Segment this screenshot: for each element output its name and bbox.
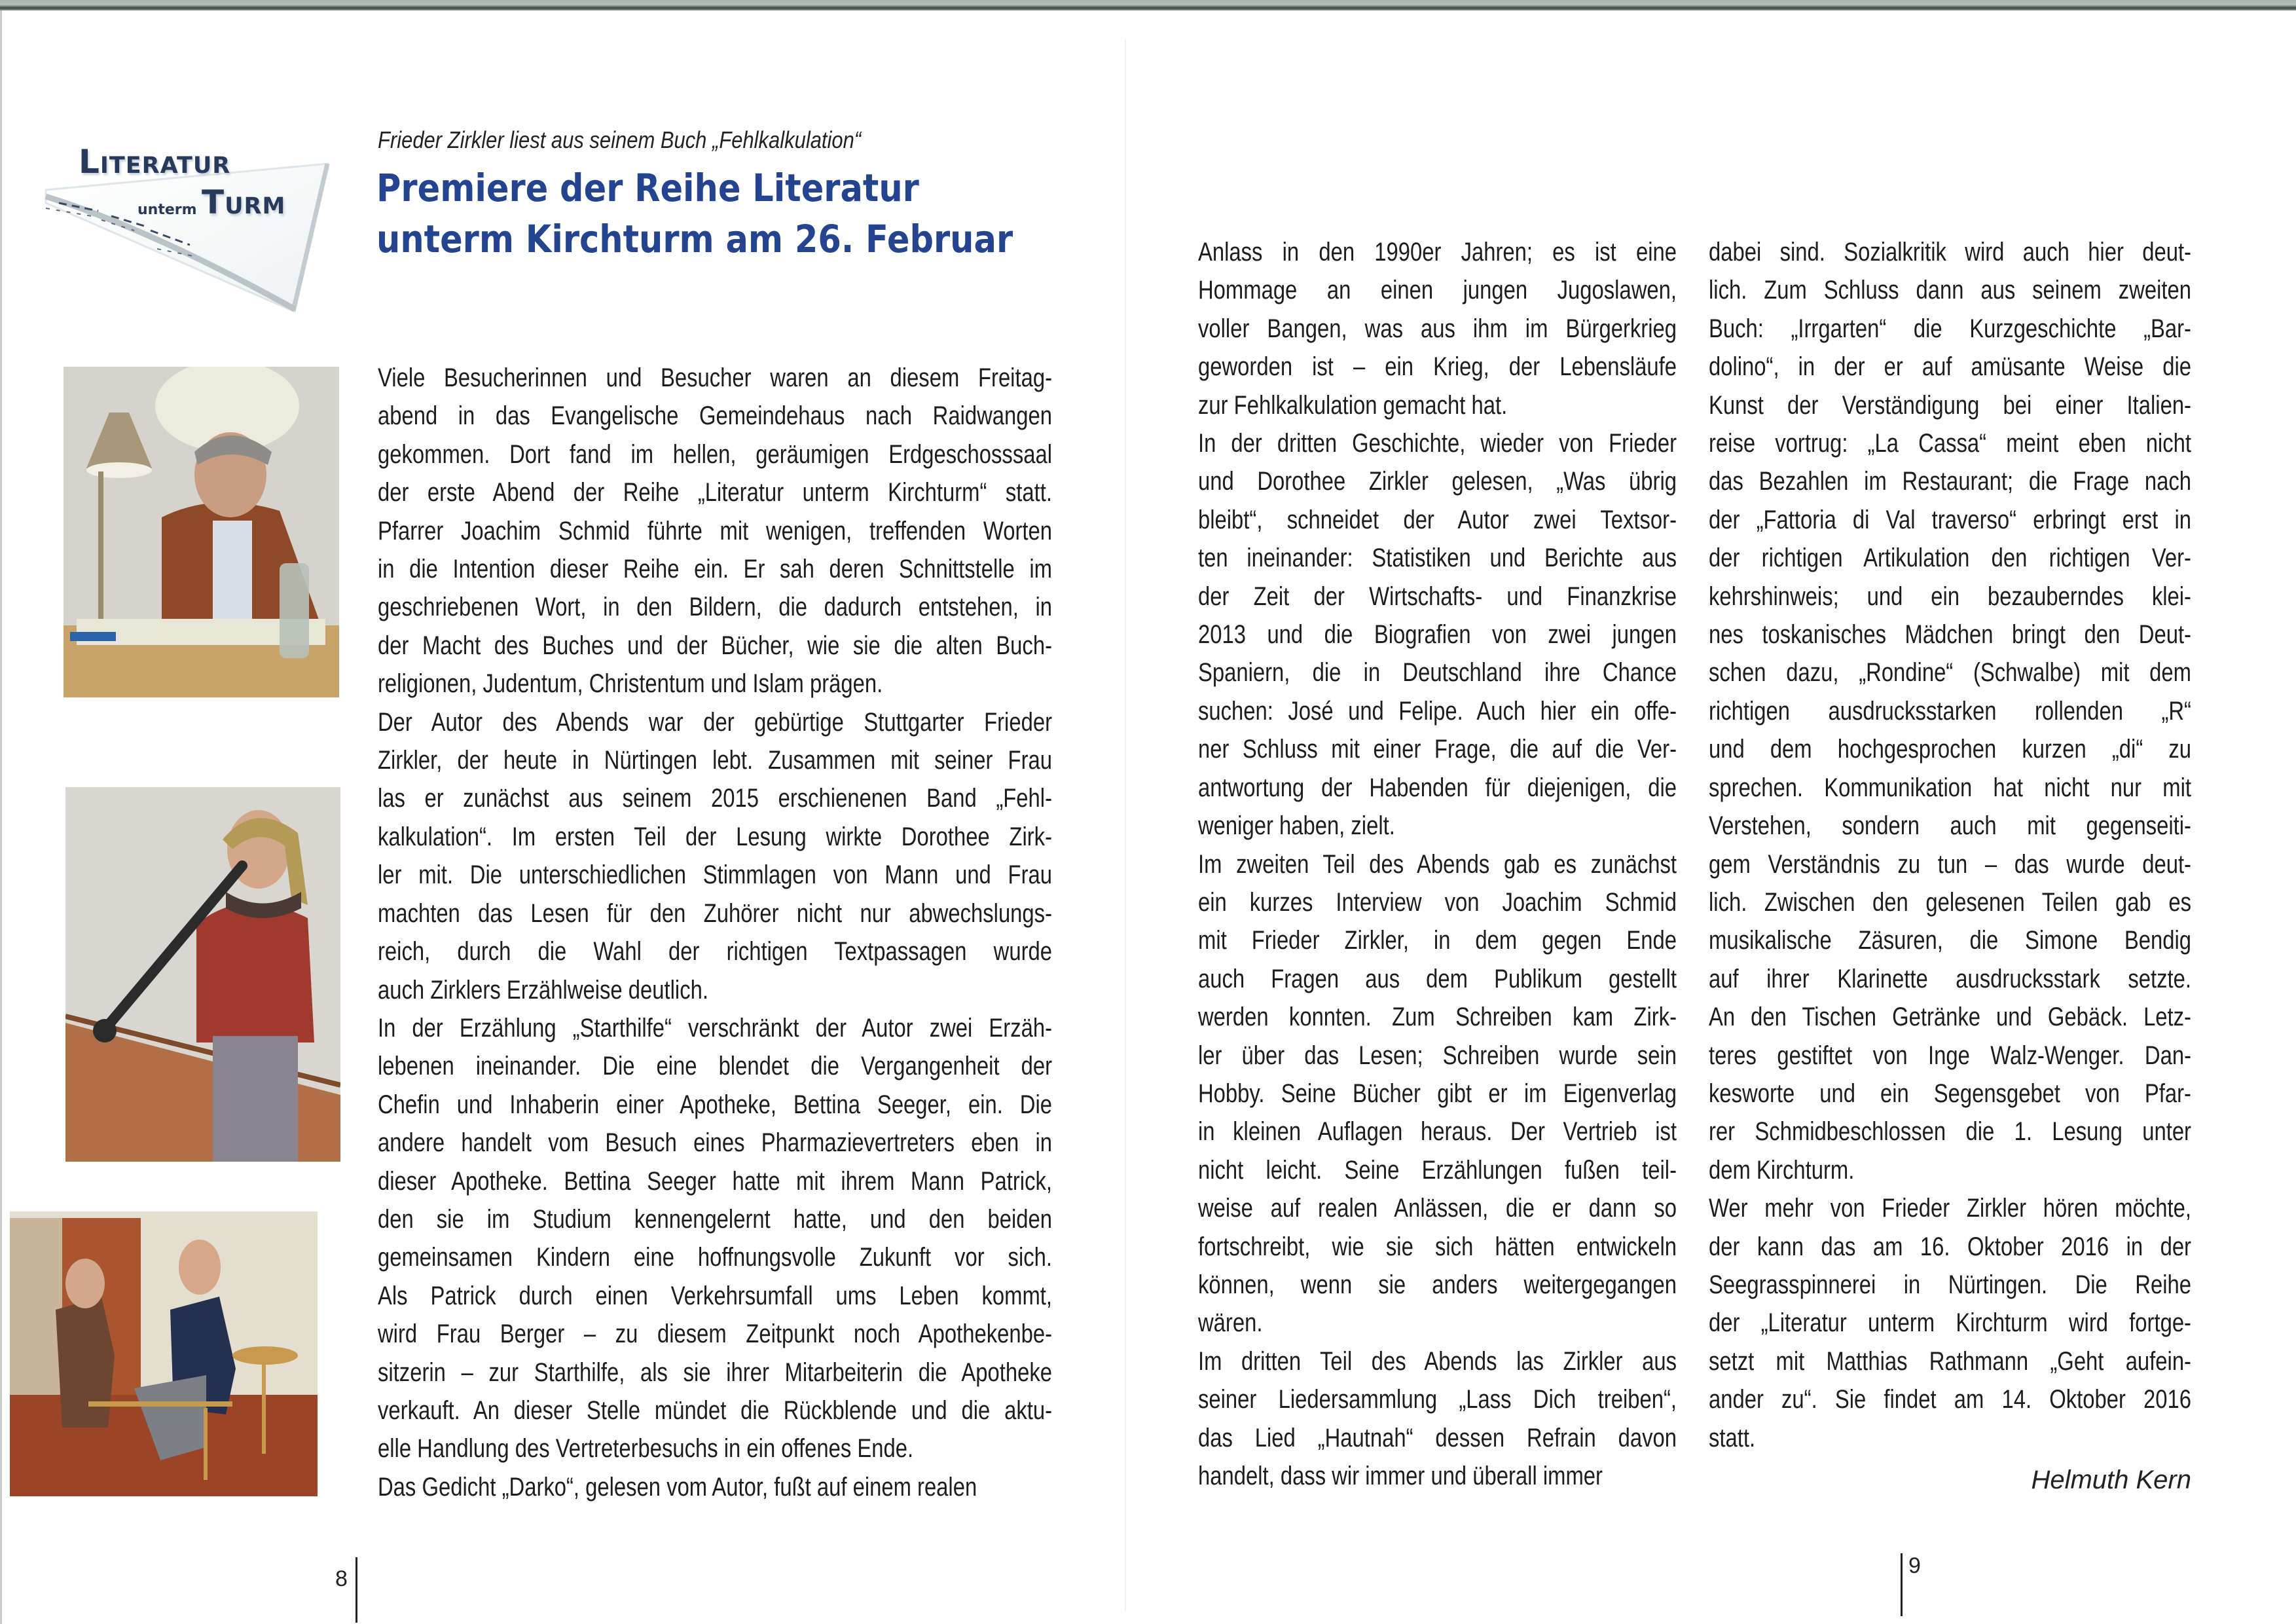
text-line: wären. (1198, 1308, 1263, 1338)
text-line: kesworte und ein Segensgebet von Pfar- (1709, 1079, 2191, 1108)
photo-clarinet-player-illustration (65, 787, 340, 1162)
text-line: auch Zirklers Erzählweise deutlich. (378, 975, 708, 1005)
photo-author-reading (64, 367, 339, 697)
text-line: ler mit. Die unterschiedlichen Stimmlagen von Mann und Frau (378, 860, 1052, 890)
text-line: Zirkler, der heute in Nürtingen lebt. Zusammen mit seiner Frau (378, 746, 1052, 775)
text-line: der Macht des Buches und der Bücher, wie sie die alten Buch- (378, 631, 1052, 660)
text-line: andere handelt vom Besuch eines Pharmazievertreters eben in (378, 1128, 1052, 1158)
text-line: elle Handlung des Vertreterbesuchs in ein offenes Ende. (378, 1434, 914, 1464)
text-line: Anlass in den 1990er Jahren; es ist eine (1198, 238, 1677, 267)
text-line: seiner Liedersammlung „Lass Dich treiben“, (1198, 1385, 1677, 1414)
text-line: In der Erzählung „Starthilfe“ verschränkt der Autor zwei Erzäh- (378, 1013, 1052, 1043)
text-line: Spaniern, die in Deutschland ihre Chance (1198, 658, 1677, 688)
logo-word-unterm: unterm (137, 202, 197, 218)
text-line: sprechen. Kommunikation hat nicht nur mit (1709, 773, 2191, 802)
text-line: das Lied „Hautnah“ dessen Refrain davon (1198, 1423, 1677, 1452)
text-line: Buch: „Irrgarten“ die Kurzgeschichte „Bar- (1709, 314, 2191, 343)
text-line: geschriebenen Wort, in den Bildern, die dadurch entstehen, in (378, 593, 1052, 622)
text-line: voller Bangen, was aus ihm im Bürgerkrieg (1198, 314, 1677, 343)
text-line: Hobby. Seine Bücher gibt er im Eigenverlag (1198, 1079, 1677, 1108)
text-line: Pfarrer Joachim Schmid führte mit wenigen, treffenden Worten (378, 516, 1052, 545)
text-line: abend in das Evangelische Gemeindehaus nach Raidwangen (378, 401, 1052, 431)
text-column-left (378, 359, 1052, 1506)
scan-top-edge (0, 0, 2296, 10)
logo-word-literatur: Literatur (79, 143, 231, 181)
text-line: der kann das am 16. Oktober 2016 in der (1709, 1232, 2191, 1261)
text-line: zur Fehlkalkulation gemacht hat. (1198, 390, 1508, 420)
text-line: können, wenn sie anders weitergegangen (1198, 1270, 1677, 1299)
text-line: lich. Zum Schluss dann aus seinem zweiten (1709, 276, 2191, 305)
text-line: Im dritten Teil des Abends las Zirkler aus (1198, 1346, 1677, 1376)
text-line: der „Fattoria di Val traverso“ erbringt erst in (1709, 505, 2191, 534)
text-line: Verstehen, sondern auch mit gegenseiti- (1709, 811, 2191, 841)
text-line: Wer mehr von Frieder Zirkler hören möchte, (1709, 1194, 2191, 1223)
text-line: gem Verständnis zu tun – das wurde deut- (1709, 849, 2191, 879)
text-line: machten das Lesen für den Zuhörer nicht nur abwechslungs- (378, 898, 1052, 928)
text-line: reise vortrug: „La Cassa“ meint eben nicht (1709, 429, 2191, 458)
text-line: weniger haben, zielt. (1198, 811, 1395, 841)
text-column-right (1709, 233, 2191, 1457)
text-line: in die Intention dieser Reihe ein. Er sah deren Schnittstelle im (378, 555, 1052, 584)
text-line: der Zeit der Wirtschafts- und Finanzkrise (1198, 581, 1677, 611)
page-number-rule-right (1901, 1553, 1903, 1616)
text-line: nes toskanisches Mädchen bringt den Deut- (1709, 620, 2191, 650)
text-line: Das Gedicht „Darko“, gelesen vom Autor, fußt auf einem realen (378, 1472, 977, 1502)
text-line: Hommage an einen jungen Jugoslawen, (1198, 276, 1677, 305)
headline-line: unterm Kirchturm am 26. Februar (376, 217, 1013, 261)
text-line: ander zu“. Sie findet am 14. Oktober 2016 (1709, 1385, 2191, 1414)
page-number-right: 9 (1908, 1553, 1921, 1578)
text-line: teres gestiftet von Inge Walz-Wenger. Dan- (1709, 1041, 2191, 1070)
text-line: rer Schmidbeschlossen die 1. Lesung unter (1709, 1117, 2191, 1147)
text-line: statt. (1709, 1423, 1756, 1452)
text-line: suchen: José und Felipe. Auch hier ein offe- (1198, 696, 1677, 726)
text-line: las er zunächst aus seinem 2015 erschienenen Band „Fehl- (378, 784, 1052, 813)
author-signature: Helmuth Kern (2031, 1466, 2191, 1494)
text-line: in kleinen Auflagen heraus. Der Vertrieb ist (1198, 1117, 1677, 1147)
text-column-middle (1198, 233, 1677, 1495)
photo-author-reading-illustration (64, 367, 339, 697)
text-line: schen dazu, „Rondine“ (Schwalbe) mit dem (1709, 658, 2191, 688)
text-line: gekommen. Dort fand im hellen, geräumigen Erdgeschosssaal (378, 439, 1052, 469)
text-line: antwortung der Habenden für diejenigen, die (1198, 773, 1677, 802)
text-line: Als Patrick durch einen Verkehrsumfall ums Leben kommt, (378, 1281, 1052, 1310)
text-line: In der dritten Geschichte, wieder von Frieder (1198, 429, 1677, 458)
text-line: dabei sind. Sozialkritik wird auch hier deut- (1709, 238, 2191, 267)
text-line: kehrshinweis; und ein bezauberndes klei- (1709, 581, 2191, 611)
text-line: sitzerin – zur Starthilfe, als sie ihrer Mitarbeiterin die Apotheke (378, 1357, 1052, 1387)
photo-interview-seated-illustration (10, 1211, 318, 1496)
text-line: Der Autor des Abends war der gebürtige Stuttgarter Frieder (378, 707, 1052, 737)
text-line: der „Literatur unterm Kirchturm wird fortge- (1709, 1308, 2191, 1338)
text-line: Viele Besucherinnen und Besucher waren an diesem Freitag- (378, 363, 1052, 392)
text-line: ein kurzes Interview von Joachim Schmid (1198, 887, 1677, 917)
photo-clarinet-player (65, 787, 340, 1162)
text-line: das Bezahlen im Restaurant; die Frage nach (1709, 467, 2191, 496)
headline-line: Premiere der Reihe Literatur (376, 166, 919, 210)
page-number-left: 8 (335, 1566, 348, 1591)
text-line: richtigen ausdrucksstarken rollenden „R“ (1709, 696, 2191, 726)
text-line: mit Frieder Zirkler, in dem gegen Ende (1198, 926, 1677, 955)
text-line: wird Frau Berger – zu diesem Zeitpunkt noch Apothekenbe- (378, 1320, 1052, 1349)
text-line: und Dorothee Zirkler gelesen, „Was übrig (1198, 467, 1677, 496)
text-line: Im zweiten Teil des Abends gab es zunächst (1198, 849, 1677, 879)
text-line: den sie im Studium kennengelernt hatte, und den beiden (378, 1204, 1052, 1234)
page-gutter (1125, 39, 1126, 1611)
text-line: verkauft. An dieser Stelle mündet die Rückblende und die aktu- (378, 1395, 1052, 1425)
text-line: musikalische Zäsuren, die Simone Bendig (1709, 926, 2191, 955)
text-line: religionen, Judentum, Christentum und Islam prägen. (378, 669, 883, 699)
text-line: Kunst der Verständigung bei einer Italien- (1709, 390, 2191, 420)
text-line: dieser Apotheke. Bettina Seeger hatte mit ihrem Mann Patrick, (378, 1166, 1052, 1196)
text-line: und dem hochgesprochen kurzen „di“ zu (1709, 735, 2191, 764)
article-kicker: Frieder Zirkler liest aus seinem Buch „Fehlkalkulation“ (378, 126, 862, 153)
text-line: auf ihrer Klarinette ausdrucksstark setzte. (1709, 964, 2191, 993)
page-number-rule-left (355, 1557, 357, 1623)
photo-interview-seated (10, 1211, 318, 1496)
text-line: reich, durch die Wahl der richtigen Textpassagen wurde (378, 937, 1052, 967)
text-line: ten ineinander: Statistiken und Berichte aus (1198, 544, 1677, 573)
article-headline (376, 162, 1013, 265)
scan-left-edge (0, 10, 2, 1624)
text-line: bleibt“, schneidet der Autor zwei Textsor- (1198, 505, 1677, 534)
text-line: lebenen ineinander. Die eine blendet die Vergangenheit der (378, 1052, 1052, 1081)
text-line: weise auf realen Anlässen, die er dann so (1198, 1194, 1677, 1223)
text-line: auch Fragen aus dem Publikum gestellt (1198, 964, 1677, 993)
text-line: An den Tischen Getränke und Gebäck. Letz- (1709, 1003, 2191, 1032)
text-line: setzt mit Matthias Rathmann „Geht aufein- (1709, 1346, 2191, 1376)
literatur-unterm-turm-logo (20, 118, 347, 314)
text-line: Seegrasspinnerei in Nürtingen. Die Reihe (1709, 1270, 2191, 1299)
text-line: lich. Zwischen den gelesenen Teilen gab es (1709, 887, 2191, 917)
text-line: der erste Abend der Reihe „Literatur unterm Kirchturm“ statt. (378, 478, 1052, 507)
text-line: 2013 und die Biografien von zwei jungen (1198, 620, 1677, 650)
text-line: fortschreibt, wie sie sich hätten entwickeln (1198, 1232, 1677, 1261)
text-line: kalkulation“. Im ersten Teil der Lesung wirkte Dorothee Zirk- (378, 822, 1052, 851)
logo-word-turm: Turm (202, 183, 286, 221)
text-line: Chefin und Inhaberin einer Apotheke, Bettina Seeger, ein. Die (378, 1090, 1052, 1119)
text-line: dem Kirchturm. (1709, 1155, 1855, 1185)
text-line: dolino“, in der er auf amüsante Weise die (1709, 352, 2191, 382)
text-line: geworden ist – ein Krieg, der Lebensläufe (1198, 352, 1677, 382)
text-line: ler über das Lesen; Schreiben wurde sein (1198, 1041, 1677, 1070)
text-line: gemeinsamen Kindern eine hoffnungsvolle Zukunft vor sich. (378, 1243, 1052, 1272)
text-line: werden konnten. Zum Schreiben kam Zirk- (1198, 1003, 1677, 1032)
text-line: ner Schluss mit einer Frage, die auf die Ver- (1198, 735, 1677, 764)
text-line: nicht leicht. Seine Erzählungen fußen teil- (1198, 1155, 1677, 1185)
text-line: handelt, dass wir immer und überall immer (1198, 1462, 1603, 1490)
text-line: der richtigen Artikulation den richtigen Ver- (1709, 544, 2191, 573)
